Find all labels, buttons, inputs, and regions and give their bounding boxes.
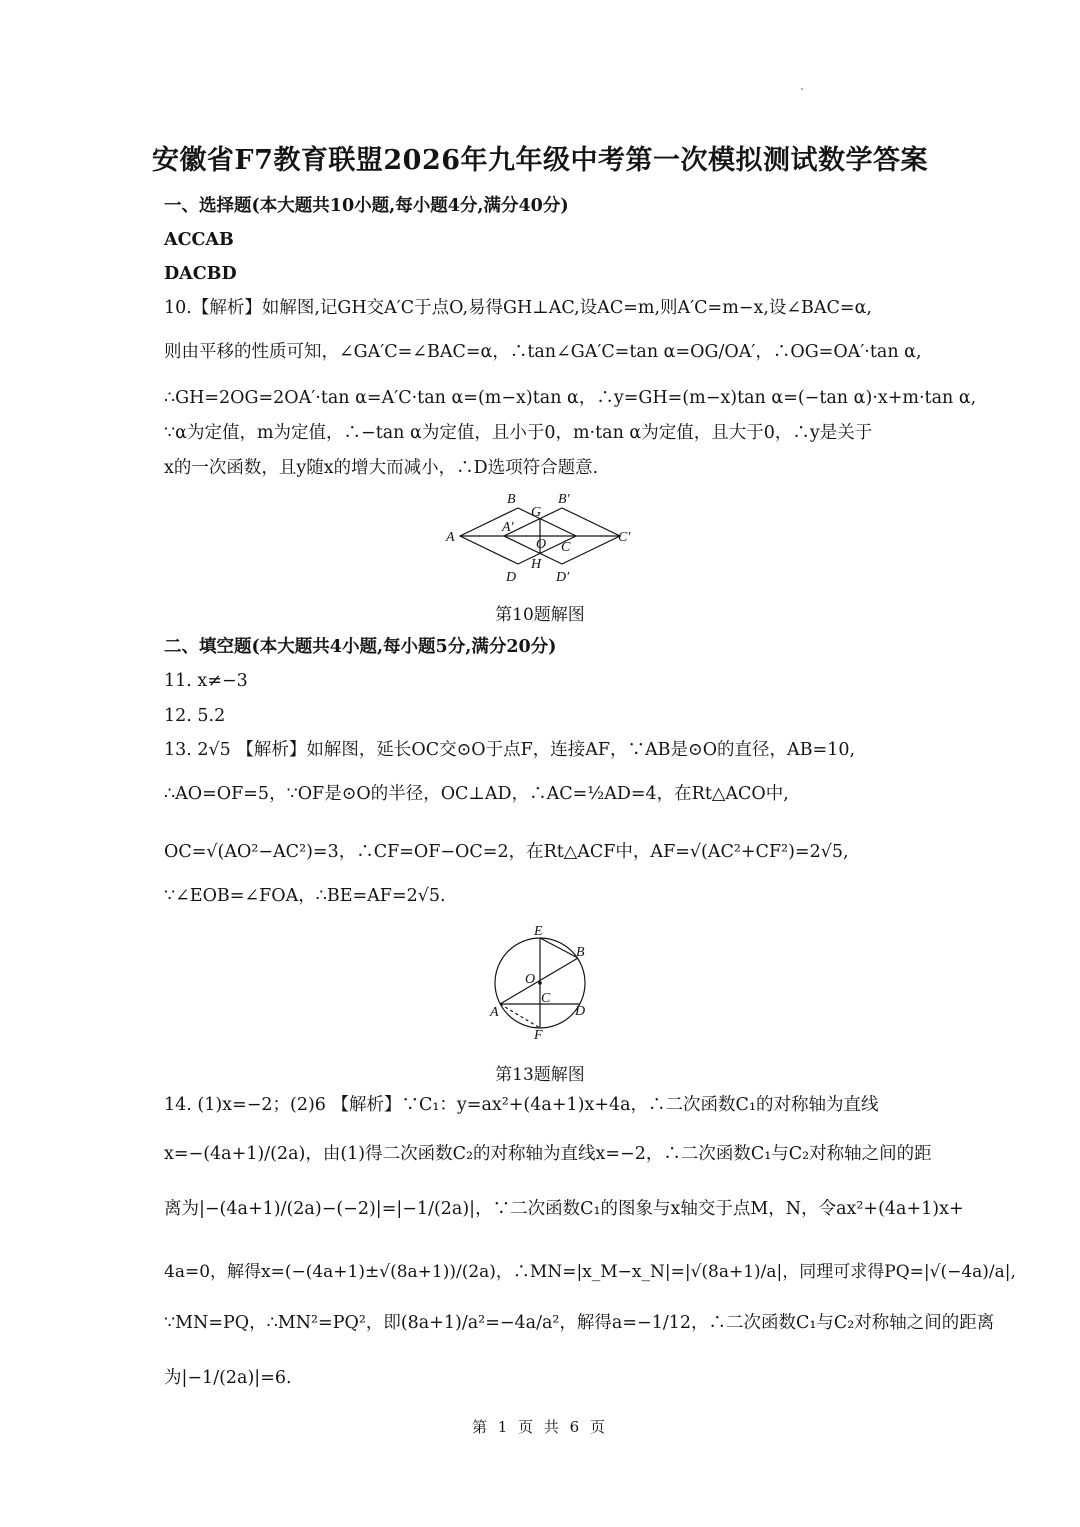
q11-answer: 11. x≠−3 <box>164 671 248 691</box>
q12-answer: 12. 5.2 <box>164 706 226 726</box>
q10-label-D-prime: D′ <box>556 570 570 585</box>
q14-line-5: ∵MN=PQ，∴MN²=PQ²，即(8a+1)/a²=−4a/a²，解得a=−1/12，∴二次函数C₁与C₂对称轴之间的距离 <box>164 1313 995 1333</box>
q13-label-D: D <box>575 1004 586 1019</box>
q13-label-C: C <box>541 991 551 1006</box>
q10-label-B-prime: B′ <box>558 492 570 507</box>
q10-label-O: O <box>536 537 547 552</box>
q10-figure <box>430 486 650 590</box>
q10-label-B: B <box>507 492 516 507</box>
q13-line-2: ∴AO=OF=5，∵OF是⊙O的半径，OC⊥AD，∴AC=½AD=4，在Rt△ACO中, <box>164 784 789 804</box>
q10-line-5: x的一次函数，且y随x的增大而减小，∴D选项符合题意. <box>164 458 599 478</box>
q13-label-E: E <box>534 924 543 939</box>
q13-label-F: F <box>534 1028 543 1042</box>
section1-heading: 一、选择题(本大题共10小题,每小题4分,满分40分) <box>164 196 569 216</box>
q13-line-4: ∵∠EOB=∠FOA，∴BE=AF=2√5. <box>164 886 446 906</box>
q10-label-H: H <box>531 557 542 572</box>
q13-label-B: B <box>576 945 585 960</box>
q14-line-1: 14. (1)x=−2；(2)6 【解析】∵C₁：y=ax²+(4a+1)x+4a，∴二次函数C₁的对称轴为直线 <box>164 1095 879 1115</box>
answers-row-1: ACCAB <box>164 230 234 250</box>
q14-line-6: 为|−1/(2a)|=6. <box>164 1368 292 1388</box>
q14-line-2: x=−(4a+1)/(2a)，由(1)得二次函数C₂的对称轴为直线x=−2，∴二次函数C₁与C₂对称轴之间的距 <box>164 1144 932 1164</box>
q10-line-2: 则由平移的性质可知，∠GA′C=∠BAC=α，∴tan∠GA′C=tan α=OG/OA′，∴OG=OA′·tan α, <box>164 342 922 362</box>
q13-label-O: O <box>525 972 536 987</box>
q10-label-C: C <box>561 540 571 555</box>
q10-label-A: A <box>446 530 455 545</box>
q10-label-G: G <box>531 505 542 520</box>
q13-figure <box>480 918 600 1042</box>
q13-line-1: 13. 2√5 【解析】如解图，延长OC交⊙O于点F，连接AF，∵AB是⊙O的直径，AB=10, <box>164 740 856 760</box>
q10-line-1: 10.【解析】如解图,记GH交A′C于点O,易得GH⊥AC,设AC=m,则A′C=m−x,设∠BAC=α, <box>164 298 872 318</box>
q13-line-3: OC=√(AO²−AC²)=3，∴CF=OF−OC=2，在Rt△ACF中，AF=√(AC²+CF²)=2√5, <box>164 842 849 862</box>
q10-label-A-prime: A′ <box>502 520 514 535</box>
section2-heading: 二、填空题(本大题共4小题,每小题5分,满分20分) <box>164 637 557 657</box>
page-title: 安徽省F7教育联盟2026年九年级中考第一次模拟测试数学答案 <box>151 145 929 176</box>
q10-label-D: D <box>506 570 517 585</box>
q14-line-4: 4a=0，解得x=(−(4a+1)±√(8a+1))/(2a)，∴MN=|x_M−x_N|=|√(8a+1)/a|，同理可求得PQ=|√(−4a)/a|, <box>164 1262 1016 1282</box>
q10-figure-caption: 第10题解图 <box>495 605 585 625</box>
page-footer: 第 1 页 共 6 页 <box>472 1418 608 1436</box>
scan-speck <box>801 88 803 90</box>
q10-label-C-prime: C′ <box>618 530 631 545</box>
q10-line-3: ∴GH=2OG=2OA′·tan α=A′C·tan α=(m−x)tan α，∴y=GH=(m−x)tan α=(−tan α)·x+m·tan α, <box>164 388 977 408</box>
q10-line-4: ∵α为定值，m为定值，∴−tan α为定值，且小于0，m·tan α为定值，且大于0，∴y是关于 <box>164 423 873 443</box>
q13-figure-caption: 第13题解图 <box>495 1065 585 1085</box>
q14-line-3: 离为|−(4a+1)/(2a)−(−2)|=|−1/(2a)|，∵二次函数C₁的图象与x轴交于点M，N，令ax²+(4a+1)x+ <box>164 1199 964 1219</box>
answers-row-2: DACBD <box>164 264 237 284</box>
q13-label-A: A <box>490 1005 499 1020</box>
